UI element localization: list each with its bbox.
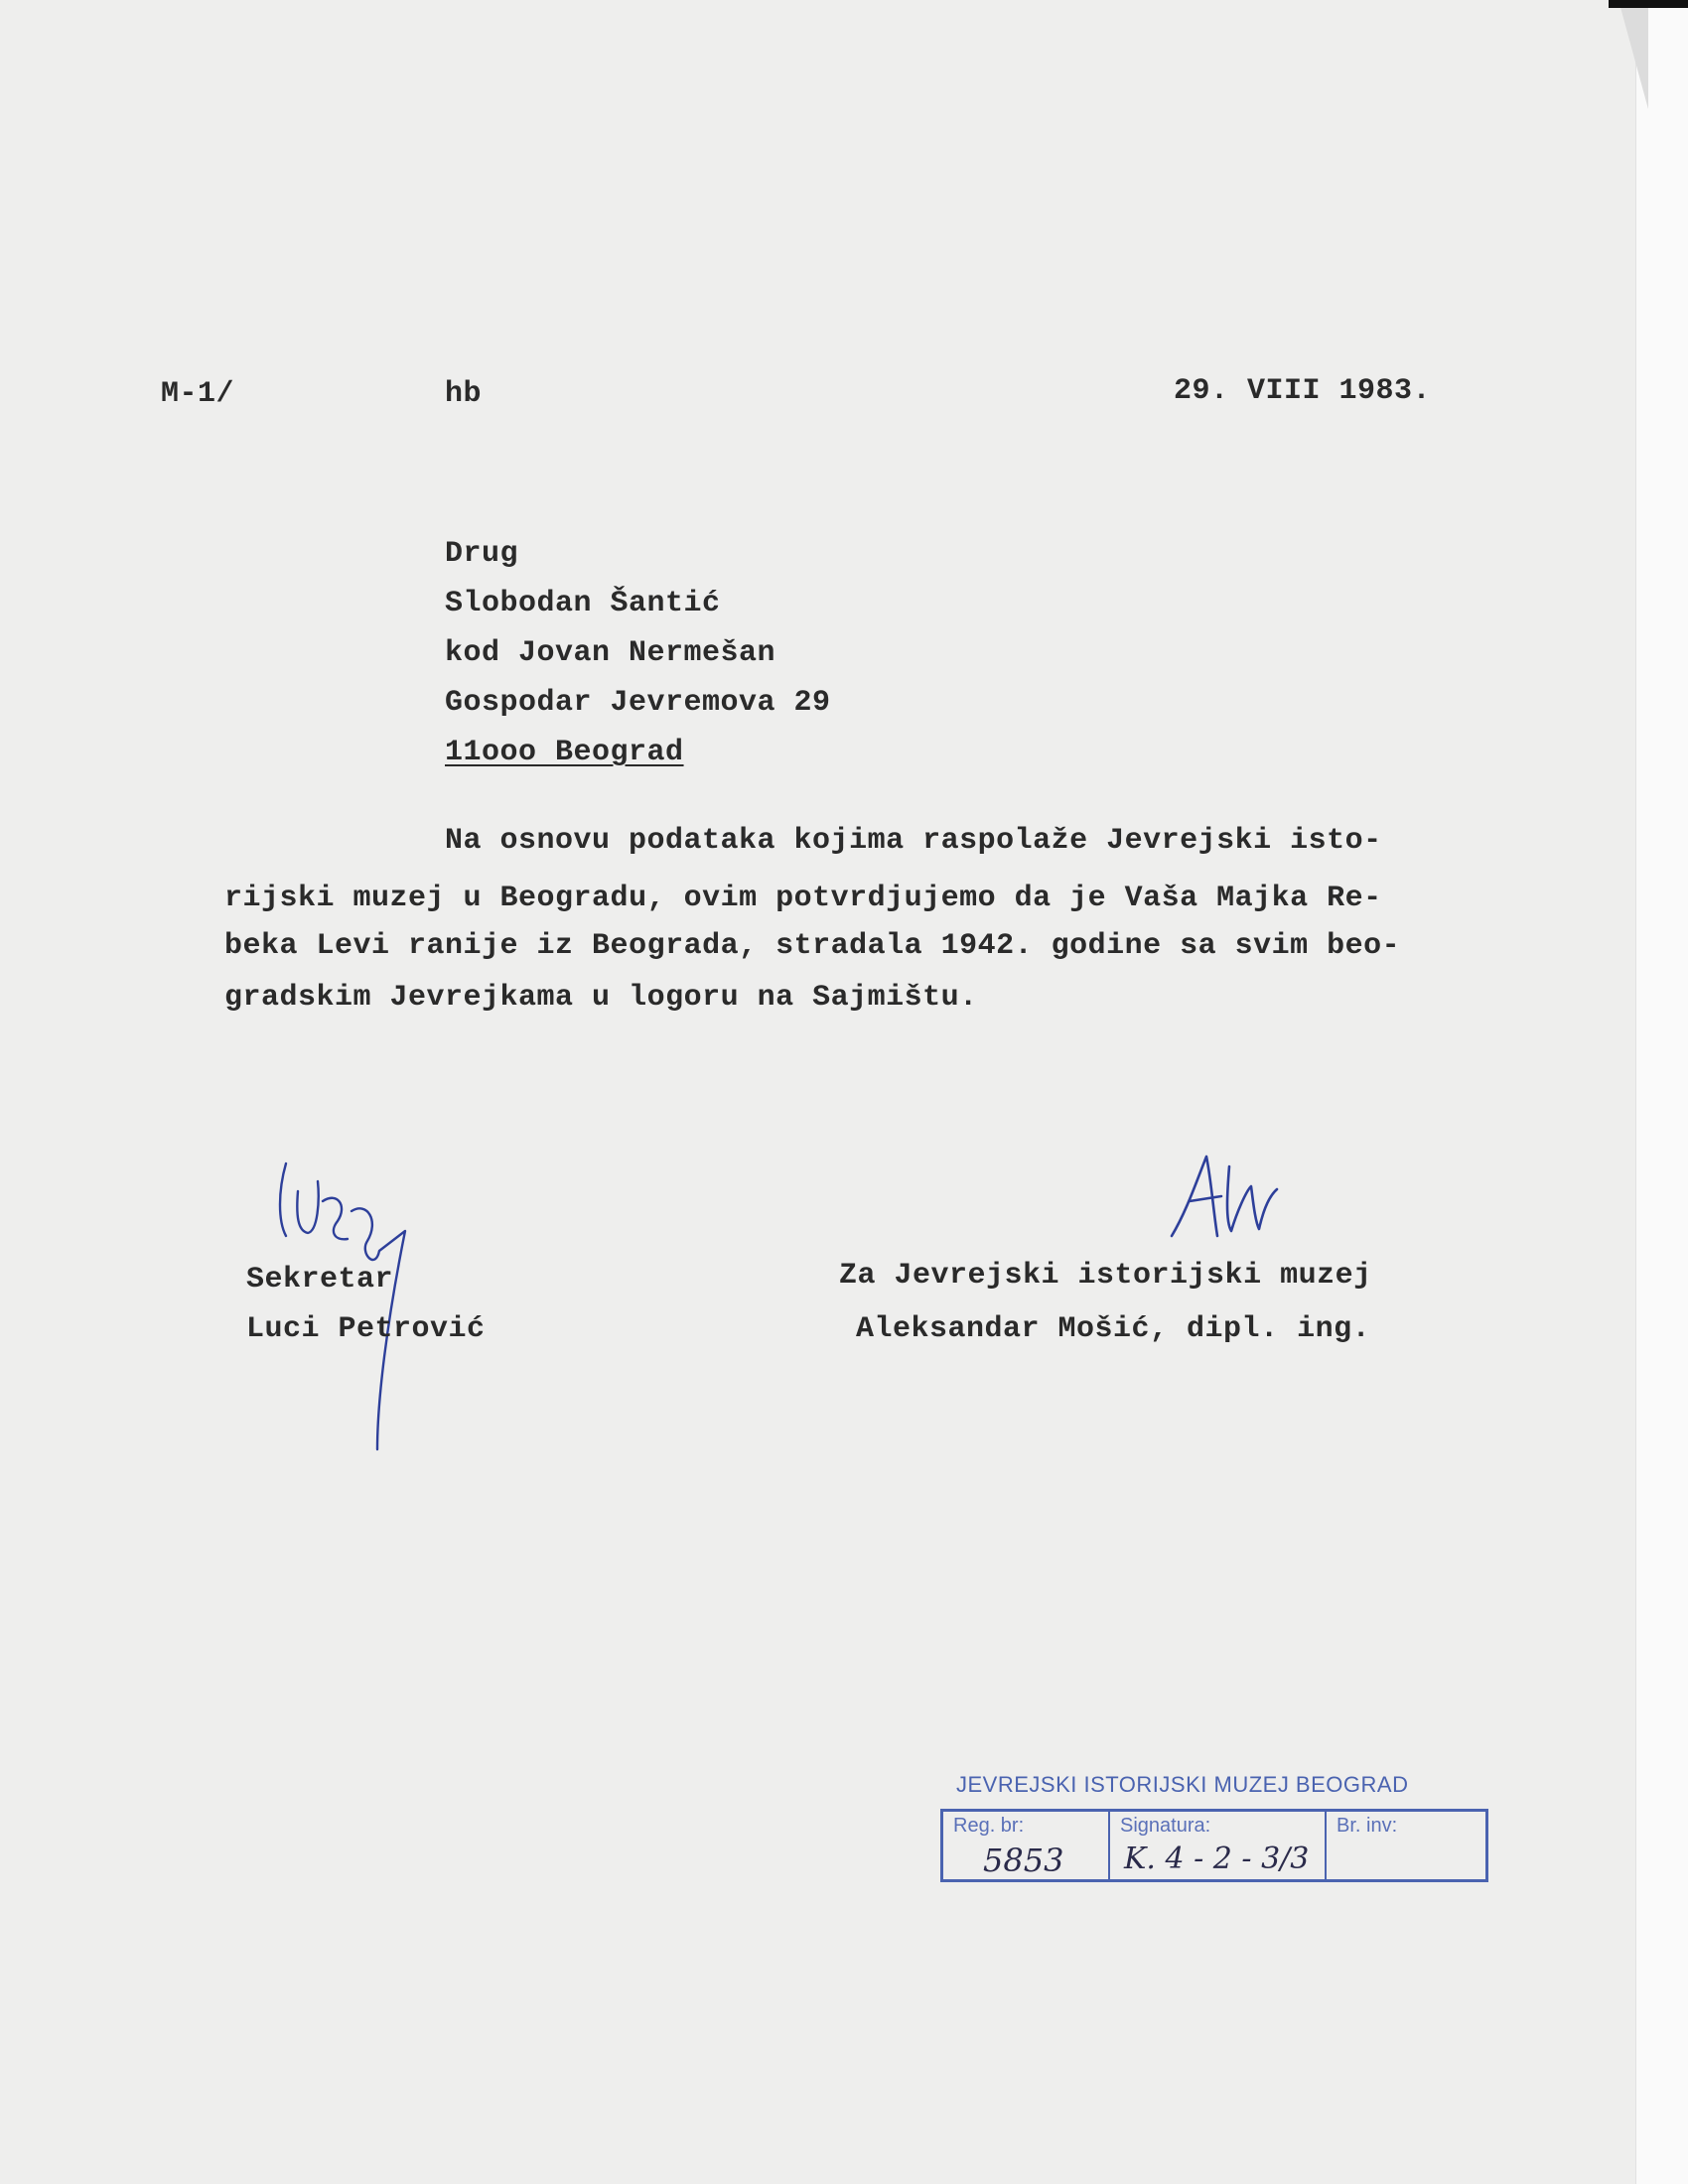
signatory-right-title: Za Jevrejski istorijski muzej — [839, 1259, 1372, 1293]
letter-date: 29. VIII 1983. — [1174, 374, 1432, 408]
reference-number: M-1/ — [161, 377, 235, 411]
stamp-reg-label: Reg. br: — [953, 1815, 1025, 1837]
recipient-city: 11ooo Beograd — [445, 736, 684, 769]
signatory-left-title: Sekretar — [246, 1263, 394, 1297]
signature-right-handwritten — [1152, 1142, 1301, 1251]
stamp-signatura-value: K. 4 - 2 - 3/3 — [1124, 1842, 1310, 1876]
paper-edge — [1635, 0, 1688, 2184]
body-line: gradskim Jevrejkama u logoru na Sajmištu. — [224, 981, 978, 1015]
stamp-third-cell — [1327, 1812, 1485, 1879]
signature-left-handwritten — [268, 1142, 447, 1459]
stamp-third-label: Br. inv: — [1336, 1815, 1398, 1837]
folded-corner — [1618, 0, 1648, 109]
body-line: rijski muzej u Beogradu, ovim potvrdjujemo da je Vaša Majka Re- — [224, 882, 1382, 915]
recipient-street: Gospodar Jevremova 29 — [445, 686, 831, 720]
signatory-left-name: Luci Petrović — [246, 1312, 486, 1346]
signatory-right-name: Aleksandar Mošić, dipl. ing. — [856, 1312, 1371, 1346]
stamp-institution: JEVREJSKI ISTORIJSKI MUZEJ BEOGRAD — [956, 1772, 1409, 1797]
archive-stamp — [940, 1809, 1488, 1882]
recipient-name: Slobodan Šantić — [445, 587, 721, 620]
recipient-salutation: Drug — [445, 537, 519, 571]
body-line: Na osnovu podataka kojima raspolaže Jevrejski isto- — [445, 824, 1382, 858]
stamp-signatura-label: Signatura: — [1120, 1815, 1211, 1837]
body-line: beka Levi ranije iz Beograda, stradala 1942. godine sa svim beo- — [224, 929, 1401, 963]
recipient-care-of: kod Jovan Nermešan — [445, 636, 776, 670]
stamp-signatura-cell — [1110, 1812, 1327, 1879]
stamp-reg-value: 5853 — [983, 1842, 1064, 1879]
typist-initials: hb — [445, 377, 483, 411]
scan-border — [1609, 0, 1688, 8]
stamp-reg-cell — [943, 1812, 1110, 1879]
